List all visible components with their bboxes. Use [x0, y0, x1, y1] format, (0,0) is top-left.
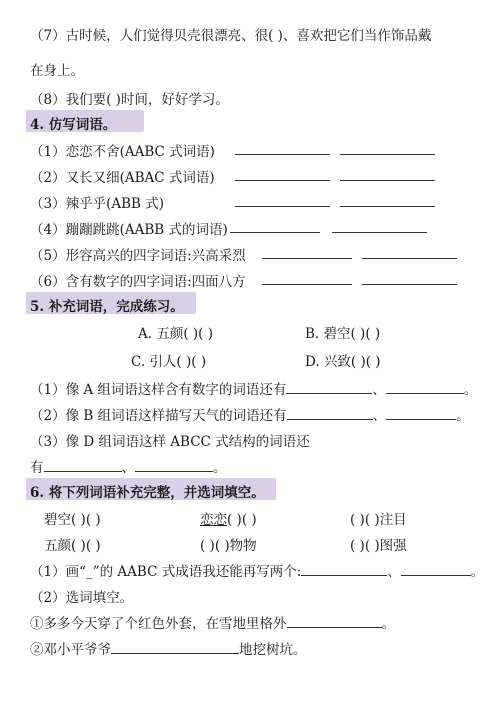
question-7-line-2: 在身上。	[30, 63, 84, 79]
section-5-heading: 5. 补充词语，完成练习。	[30, 299, 184, 315]
s6-row1-word-3: ( )( )注目	[350, 512, 407, 528]
s6-q1-blank-a[interactable]	[301, 563, 387, 576]
s6-sentence-2-text: ②邓小平爷爷	[30, 642, 111, 658]
s6-row2-word-3: ( )( )图强	[350, 538, 407, 554]
s5-q1-end: 。	[463, 382, 478, 398]
s5-q3-sep: 、	[121, 460, 135, 476]
s5-question-2	[30, 404, 470, 424]
s4-item-1	[30, 140, 215, 160]
s4-item-4-blank-a[interactable]	[230, 220, 320, 233]
s5-q3-blank-a[interactable]	[44, 459, 122, 472]
s5-question-1	[30, 378, 477, 398]
s5-q1-sep: 、	[372, 382, 386, 398]
s5-q2-blank-b[interactable]	[386, 407, 456, 420]
s6-q1-blank-b[interactable]	[401, 563, 471, 576]
s4-item-5-blank-b[interactable]	[362, 246, 457, 259]
s4-item-3-blank-a[interactable]	[235, 194, 330, 207]
s5-q2-end: 。	[456, 408, 470, 424]
s5-q2-text: （2）像 B 组词语这样描写天气的词语还有	[30, 408, 287, 424]
s4-item-2-blank-b[interactable]	[340, 168, 435, 181]
s6-sentence-2-end: 地挖树坑。	[239, 642, 307, 658]
s4-item-3-blank-b[interactable]	[340, 194, 435, 207]
s5-question-3: （3）像 D 组词语这样 ABCC 式结构的词语还	[30, 434, 310, 450]
s5-group-b: B. 碧空( )( )	[305, 326, 381, 342]
s6-sentence-1-blank[interactable]	[287, 615, 382, 628]
s4-item-3: （3）辣乎乎(ABB 式)	[30, 196, 165, 212]
s4-item-1-blank-b[interactable]	[340, 142, 435, 155]
s5-q3-you: 有	[30, 460, 44, 476]
s6-sentence-2-blank[interactable]	[111, 641, 239, 654]
s4-item-4-blank-b[interactable]	[332, 220, 427, 233]
s5-question-3-cont	[30, 456, 227, 476]
s6-question-1	[30, 560, 484, 580]
s5-q3-blank-b[interactable]	[135, 459, 213, 472]
s5-q1-blank-a[interactable]	[286, 381, 372, 394]
s5-q1-blank-b[interactable]	[386, 381, 464, 394]
s6-row1-word-2	[200, 508, 257, 528]
section-6-heading: 6. 将下列词语补充完整，并选词填空。	[30, 485, 265, 501]
s6-row2-word-2: ( )( )物物	[200, 538, 257, 554]
s4-item-4: （4）蹦蹦跳跳(AABB 式的词语)	[30, 222, 228, 238]
s5-group-a: A. 五颜( )( )	[138, 326, 213, 342]
s6-sentence-1-end: 。	[381, 616, 395, 632]
s6-row2-word-1: 五颜( )( )	[44, 538, 101, 554]
s6-q1-end: 。	[470, 564, 485, 580]
s6-sentence-1-text: ①多多今天穿了个红色外套，在雪地里格外	[30, 616, 287, 632]
s6-row1-word-1: 碧空( )( )	[44, 512, 101, 528]
question-7-line-1: （7）古时候，人们觉得贝壳很漂亮、很( )、喜欢把它们当作饰品戴	[30, 28, 432, 44]
s4-item-6: （6）含有数字的四字词语:四面八方	[30, 274, 246, 290]
s6-sentence-2	[30, 638, 307, 658]
s4-item-5: （5）形容高兴的四字词语:兴高采烈	[30, 248, 246, 264]
s4-item-2-blank-a[interactable]	[235, 168, 330, 181]
s6-row1-lianlian: 恋恋	[200, 512, 227, 528]
s5-q3-end: 。	[213, 460, 227, 476]
s6-row1-word-2-parens: ( )( )	[227, 512, 257, 528]
s5-group-c: C. 引人( )( )	[131, 354, 207, 370]
s5-q2-blank-a[interactable]	[287, 407, 373, 420]
section-4-heading: 4. 仿写词语。	[30, 117, 117, 133]
question-8: （8）我们要( )时间，好好学习。	[30, 92, 229, 108]
s5-group-d: D. 兴致( )( )	[305, 354, 381, 370]
s6-sentence-1	[30, 612, 395, 632]
s4-item-1-blank-a[interactable]	[235, 142, 330, 155]
s6-q1-text: （1）画“_”的 AABC 式成语我还能再写两个:	[30, 564, 302, 580]
s5-q1-text: （1）像 A 组词语这样含有数字的词语还有	[30, 382, 287, 398]
s5-q2-sep: 、	[372, 408, 387, 424]
s4-item-1-text: （1）恋恋不舍(AABC 式词语)	[30, 144, 215, 160]
s4-item-2: （2）又长又细(ABAC 式词语)	[30, 170, 215, 186]
s4-item-6-blank-b[interactable]	[362, 272, 457, 285]
s6-q1-sep: 、	[387, 564, 401, 580]
s4-item-5-blank-a[interactable]	[262, 246, 352, 259]
s6-question-2: （2）选词填空。	[30, 590, 134, 606]
s4-item-6-blank-a[interactable]	[262, 272, 352, 285]
